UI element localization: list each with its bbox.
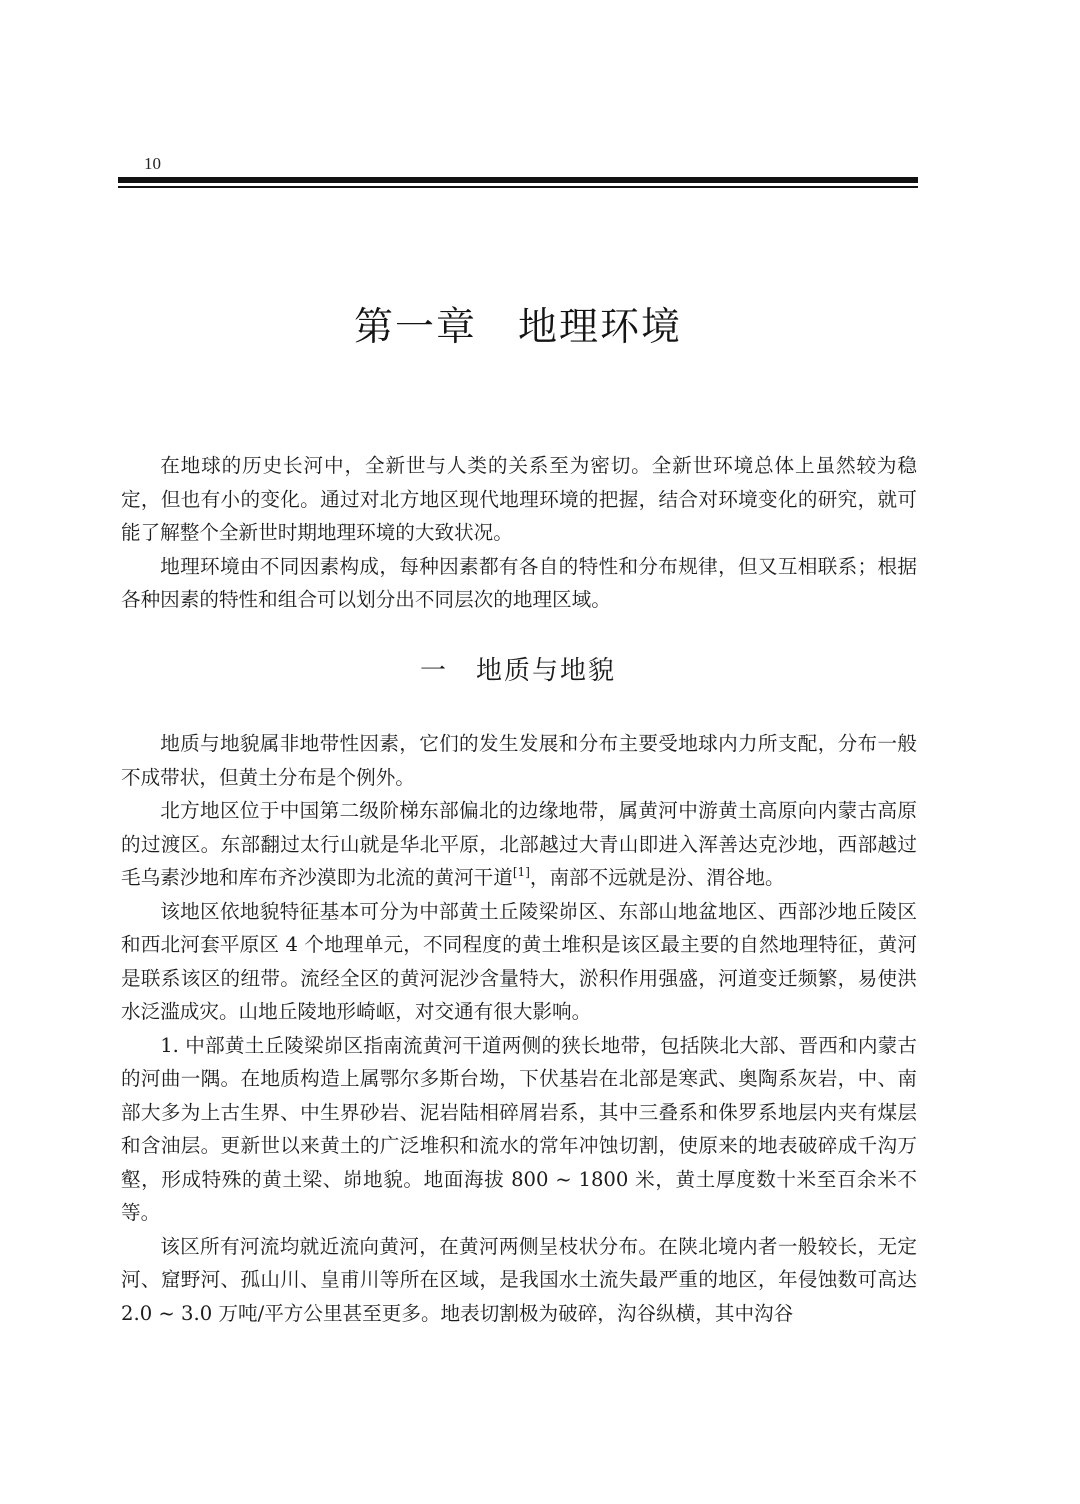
page-number: 10 — [144, 154, 161, 173]
body-text: ，南部不远就是汾、渭谷地。 — [529, 866, 785, 889]
chapter-title: 第一章 地理环境 — [353, 305, 682, 350]
intro-paragraph: 在地球的历史长河中，全新世与人类的关系至为密切。全新世环境总体上虽然较为稳定，但也有小的变化。通过对北方地区现代地理环境的把握，结合对环境变化的研究，就可能了解整个全新世时期地理环境的大致状况。 — [121, 454, 917, 544]
body-text: 北方地区位于中国第二级阶梯东部偏北的边缘地带，属黄河中游黄土高原向内蒙古高原的过渡区。东部翻过太行山就是华北平原，北部越过大青山即进入浑善达克沙地，西部越过毛乌素沙地和库布齐沙漠即为北流的黄河干道 — [121, 799, 917, 889]
footnote-reference[interactable]: [1] — [512, 865, 530, 879]
body-paragraph — [121, 794, 917, 895]
body-paragraph: 地质与地貌属非地带性因素，它们的发生发展和分布主要受地球内力所支配，分布一般不成带状，但黄土分布是个例外。 — [121, 732, 917, 789]
section-text — [121, 727, 917, 1330]
intro-paragraph: 地理环境由不同因素构成，每种因素都有各自的特性和分布规律，但又互相联系；根据各种因素的特性和组合可以划分出不同层次的地理区域。 — [121, 554, 917, 611]
body-paragraph: 该地区依地貌特征基本可分为中部黄土丘陵梁峁区、东部山地盆地区、西部沙地丘陵区和西北河套平原区 4 个地理单元，不同程度的黄土堆积是该区最主要的自然地理特征，黄河是联系该区的纽带。流经全区的黄河泥沙含量特大，淤积作用强盛，河道变迁频繁，易使洪水泛滥成灾。山地丘陵地形崎岖，对交通有很大影响。 — [121, 899, 917, 1023]
section-title: 一 地质与地貌 — [419, 656, 616, 686]
intro-text — [121, 449, 917, 617]
body-paragraph: 该区所有河流均就近流向黄河，在黄河两侧呈枝状分布。在陕北境内者一般较长，无定河、窟野河、孤山川、皇甫川等所在区域，是我国水土流失最严重的地区，年侵蚀数可高达 2.0 ~ 3.0 万吨/平方公里甚至更多。地表切割极为破碎，沟谷纵横，其中沟谷 — [121, 1234, 917, 1325]
header-rule-thick — [118, 177, 918, 183]
header-rule-thin — [118, 186, 918, 188]
body-paragraph: 1. 中部黄土丘陵梁峁区指南流黄河干道两侧的狭长地带，包括陕北大部、晋西和内蒙古的河曲一隅。在地质构造上属鄂尔多斯台坳，下伏基岩在北部是寒武、奥陶系灰岩，中、南部大多为上古生界、中生界砂岩、泥岩陆相碎屑岩系，其中三叠系和侏罗系地层内夹有煤层和含油层。更新世以来黄土的广泛堆积和流水的常年冲蚀切割，使原来的地表破碎成千沟万壑，形成特殊的黄土梁、峁地貌。地面海拔 800 ~ 1800 米，黄土厚度数十米至百余米不等。 — [121, 1033, 917, 1224]
